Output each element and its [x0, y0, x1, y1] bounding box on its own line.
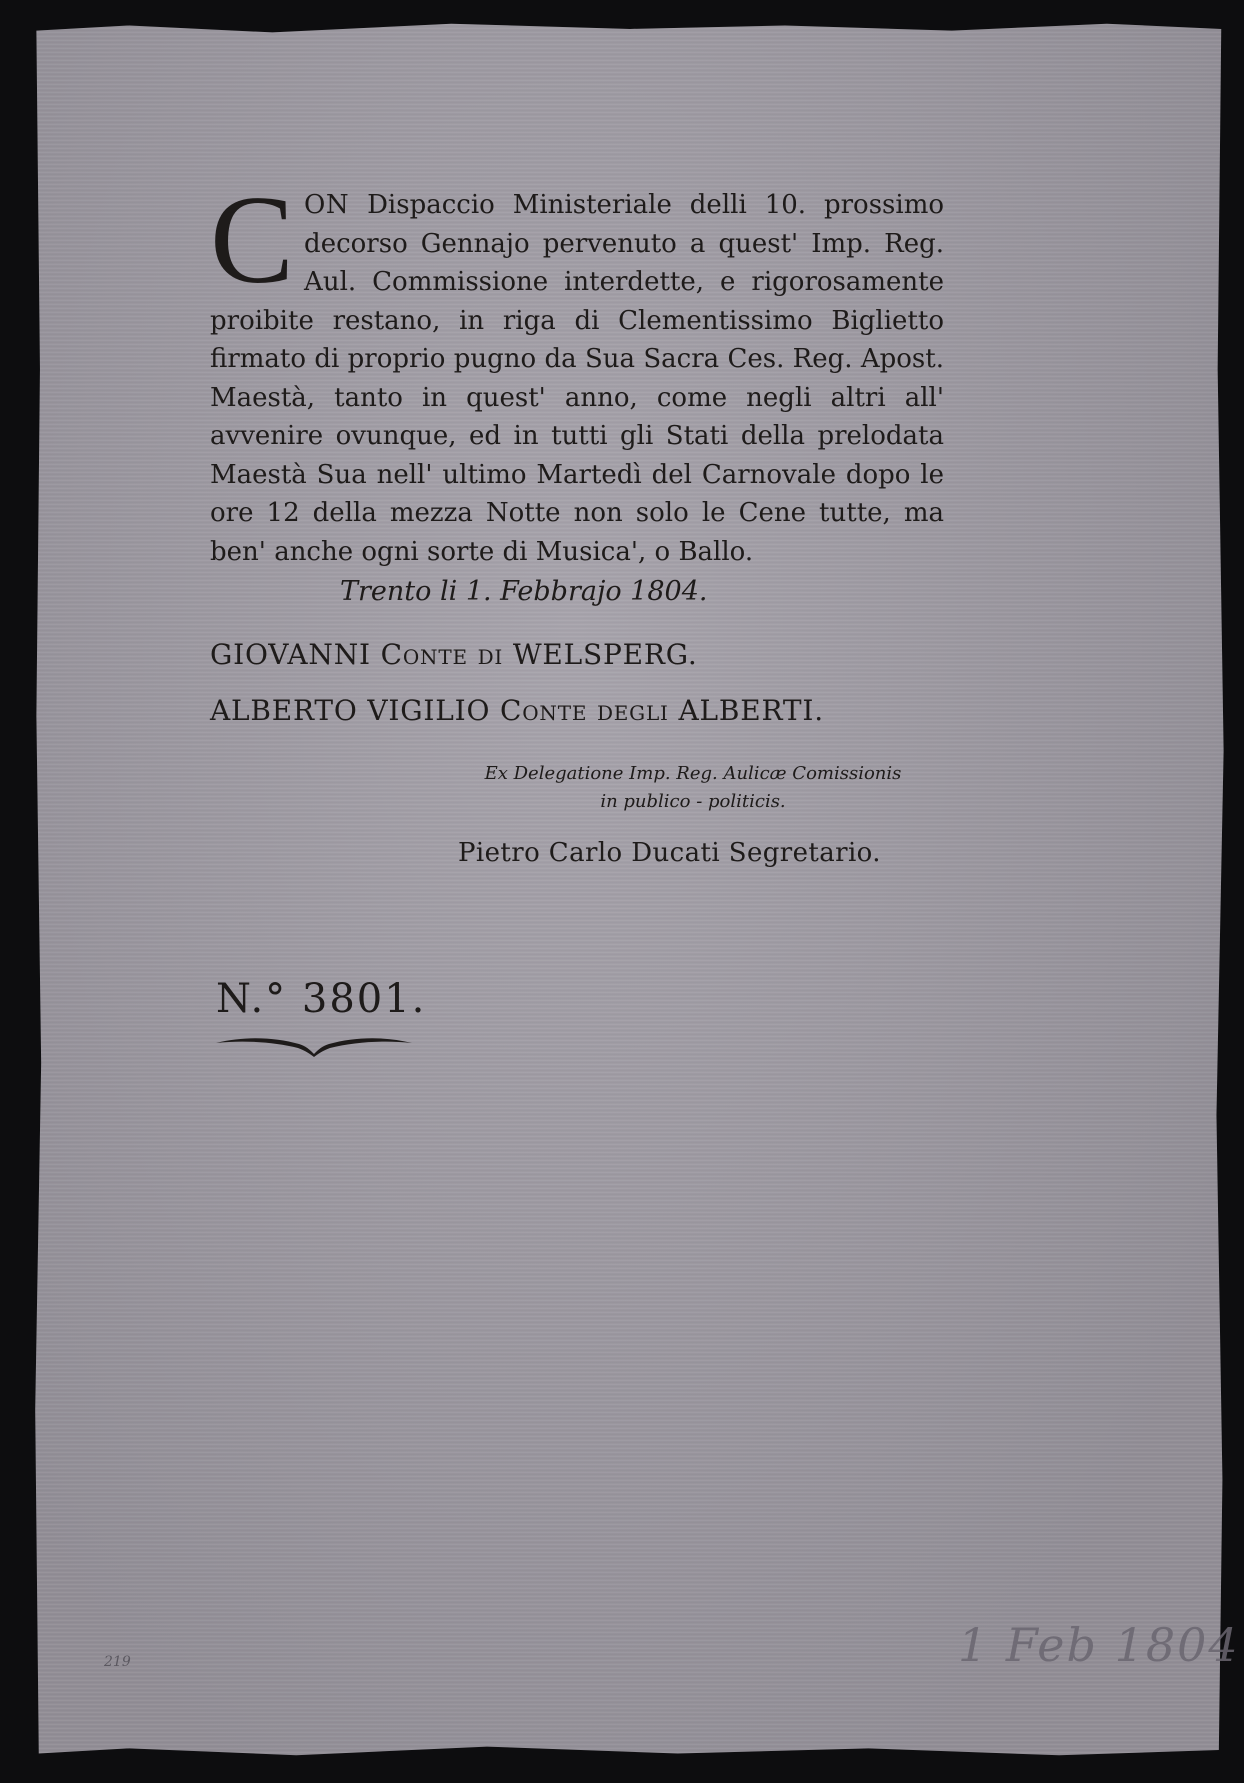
delegation-line-2: in publico - politicis. — [600, 791, 786, 812]
signatory-1-name: GIOVANNI — [210, 638, 371, 671]
pencil-note-left: 219 — [104, 1654, 131, 1670]
signatory-1-title: Conte di — [380, 638, 504, 671]
pencil-note-right: 1 Feb 1804 — [958, 1618, 1240, 1672]
ornament-flourish — [214, 1028, 414, 1058]
drop-cap: C — [210, 171, 295, 310]
decree-text: Dispaccio Ministeriale delli 10. prossimo decorso Gennajo pervenuto a quest' Imp. Reg. Aul. Commissione interdette, e rigorosamente proibite restano, in riga di Clementissimo Biglietto firmato di proprio pugno da Sua Sacra Ces. Reg. Apost. Maestà, tanto in quest' anno, come negli altri all' avvenire ovunque, ed in tutti gli Stati della prelodata Maestà Sua nell' ultimo Martedì del Carnovale dopo le ore 12 della mezza Notte non solo le Cene tutte, ma ben' anche ogni sorte di Musica', o Ballo. — [210, 190, 945, 567]
decree-body — [210, 171, 945, 571]
secretary-signature: Pietro Carlo Ducati Segretario. — [458, 838, 881, 868]
signatory-2 — [210, 694, 824, 727]
signatory-2-title: Conte degli — [499, 694, 669, 727]
signatory-2-name: ALBERTO VIGILIO — [210, 694, 491, 727]
place-date: Trento li 1. Febbrajo 1804. — [340, 576, 708, 607]
first-word: ON — [304, 190, 350, 220]
signatory-1 — [210, 638, 698, 671]
signatory-1-surname: WELSPERG. — [512, 638, 698, 671]
delegation-note — [478, 760, 908, 816]
document-number: N.° 3801. — [216, 976, 427, 1022]
signatory-2-surname: ALBERTI. — [678, 694, 824, 727]
delegation-line-1: Ex Delegatione Imp. Reg. Aulicæ Comissionis — [484, 763, 902, 784]
